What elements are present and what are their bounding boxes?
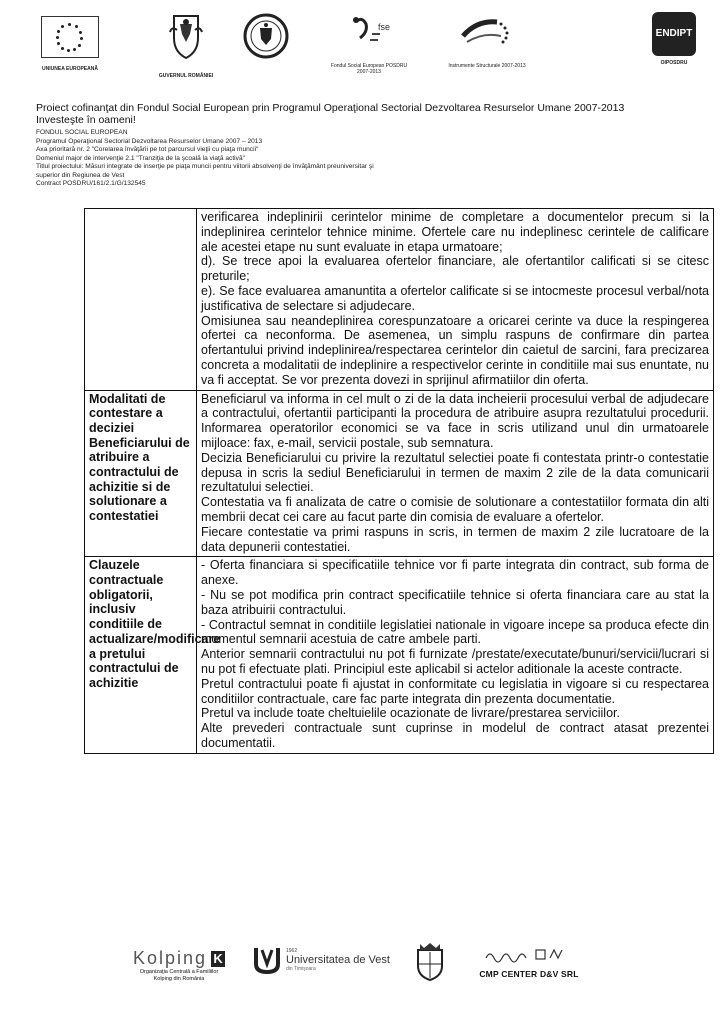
paragraph: Contestatia va fi analizata de catre o comisie de solutionare a contestatiilor formata din alti membrii decat cei care au facut parte din comisia de evaluare a ofertelor. [201, 495, 709, 524]
ministry-logo [236, 12, 296, 65]
paragraph: Omisiunea sau neandeplinirea corespunzatoare a oricarei cerinte va duce la respingerea ofertei ca neconforma. De asemenea, un simplu raspuns de confirmare din partea ofertantului privind indeplinirea/respectarea cerintelor din caietul de sarcini, fara precizarea concreta a modalitatii de indeplinire a respectivelor cerinte in conditiile mai sus enuntate, nu va fi acceptat. Se vor prezenta dovezi in sprijinul afirmatiilor din oferta. [201, 313, 709, 387]
row-label: Clauzele contractuale obligatorii, inclusiv conditiile de actualizare/modificare a pretului contractului de achizitie [85, 557, 197, 753]
fse-figure-icon [344, 12, 394, 52]
meta-line: Axa prioritară nr. 2 "Corelarea învăţării pe tot parcursul vieţii cu piaţa muncii" [36, 146, 259, 153]
romania-crest-icon [166, 12, 206, 60]
uvt-emblem-icon [252, 944, 282, 976]
fse-logo [324, 12, 414, 75]
paragraph: Beneficiarul va informa in cel mult o zi de la data incheierii procesului verbal de adjudecare a contractului, ofertantii participanti la procedura de atribuire asupra rezultatului procedurii. Informarea operatorilor economici se va face in scris utilizand unul din urmatoarele mijloace: fax, e-mail, servicii postale, sub semnatura. [201, 391, 709, 450]
cmp-center-logo [474, 946, 584, 979]
table-row [85, 557, 714, 753]
paragraph: Fiecare contestatie va primi raspuns in scris, in termen de maxim 2 zile lucratoare de la data depunerii contestatiei. [201, 524, 709, 554]
endipt-logo [644, 12, 704, 66]
kolping-sub-1: Organizaţia Centrală a Familiilor [139, 969, 219, 975]
paragraph: Pretul contractului poate fi ajustat in conformitate cu legislatia in vigoare si cu respectarea conditiilor contractuale, care fac parte integrata din prezenta documentatie. [201, 676, 709, 706]
kolping-name: Kolping [132, 948, 208, 968]
kolping-logo [124, 948, 234, 983]
table-row [85, 209, 714, 391]
uvt-logo [252, 944, 392, 976]
uvt-year: 1962 [286, 948, 298, 954]
paragraph: Anterior semnarii contractului nu pot fi furnizate /prestate/executate/bunuri/servicii/lucrari si nu pot fi efectuate plati. Principiul este aplicabil si actelor aditionale la aceste contracte. [201, 647, 709, 676]
project-meta [36, 129, 374, 189]
paragraph: Alte prevederi contractuale sunt cuprinse in modelul de contract atasat prezentei documentatii. [201, 721, 709, 750]
meta-line: Titlul proiectului: Măsuri integrate de inserţie pe piaţa muncii pentru viitorii absolvenţi de învăţământ preuniversitar şi [36, 163, 374, 170]
row-text [197, 557, 714, 753]
instrumente-structurale-icon [457, 12, 517, 52]
ministry-seal-icon [242, 12, 290, 60]
header-logo-row [28, 12, 704, 78]
eu-flag-icon [41, 16, 99, 58]
fse-caption: Fondul Social European POSDRU 2007-2013 [330, 63, 408, 75]
kolping-sub-2: Kolping din România [153, 976, 205, 982]
cmp-name: CMP CENTER D&V SRL [479, 969, 579, 979]
row-label [85, 209, 197, 391]
instrumente-caption: Instrumente Structurale 2007-2013 [448, 63, 526, 69]
row-label: Modalitati de contestare a deciziei Beneficiarului de atribuire a contractului de achizitie si de solutionare a contestatiei [85, 390, 197, 557]
eu-logo [30, 12, 110, 72]
project-line-2: Investeşte în oameni! [36, 114, 136, 126]
meta-line: superior din Regiunea de Vest [36, 171, 125, 179]
row-text [197, 390, 714, 557]
paragraph: - Contractul semnat in conditiile legislatiei nationale in vigoare incepe sa produca efecte din momentul semnarii acestuia de catre ambele parti. [201, 617, 709, 647]
paragraph: Pretul va include toate cheltuielile ocazionate de livrare/prestarea serviciilor. [201, 706, 620, 721]
project-title [36, 102, 624, 126]
eu-caption: UNIUNEA EUROPEANĂ [42, 66, 98, 72]
paragraph: d). Se trece apoi la evaluarea ofertelor financiare, ale ofertantilor calificati si se citesc preturile; [201, 254, 709, 284]
uvt-name: Universitatea de Vest [286, 954, 390, 966]
project-line-1: Proiect cofinanţat din Fondul Social European prin Programul Operaţional Sectorial Dezvoltarea Resurselor Umane 2007-2013 [36, 102, 625, 114]
paragraph: Decizia Beneficiarului cu privire la rezultatul selectiei poate fi contestata printr-o contestatie depusa in scris la sediul Beneficiarului in termen de maxim 2 zile de la data comunicarii rezultatului selectiei. [201, 450, 709, 495]
county-crest-logo [410, 942, 450, 987]
county-crest-icon [414, 942, 446, 982]
endipt-mark: ENDIPT [655, 28, 693, 39]
meta-line: Programul Operaţional Sectorial Dezvoltarea Resurselor Umane 2007 – 2013 [36, 137, 263, 145]
svg-text:fse: fse [378, 22, 391, 32]
paragraph: - Nu se pot modifica prin contract specificatiile tehnice si oferta financiara care au stat la baza atribuirii contractului. [201, 587, 709, 617]
paragraph: - Oferta financiara si specificatiile tehnice vor fi parte integrata din contract, sub forma de anexe. [201, 558, 709, 588]
paragraph: e). Se face evaluarea amanuntita a ofertelor calificate si se intocmeste procesul verbal/nota justificativa de selectare si adjudecare. [201, 283, 709, 313]
footer-logos [0, 940, 724, 1010]
endipt-badge [652, 12, 696, 56]
procedure-table [84, 208, 714, 754]
meta-line: Domeniul major de intervenţie 2.1 "Tranziţia de la şcoală la viaţă activă" [36, 154, 245, 162]
uvt-city: din Timişoara [286, 966, 316, 972]
government-caption: GUVERNUL ROMÂNIEI [158, 73, 214, 79]
table-row [85, 390, 714, 557]
paragraph: verificarea indeplinirii cerintelor minime de completare a documentelor precum si la indeplinirea cerintelor tehnice minime. Ofertele care nu indeplinesc cerintele de calificare ale acestei etape nu sunt evaluate in etapa urmatoare; [201, 210, 709, 254]
meta-line: FONDUL SOCIAL EUROPEAN [36, 129, 128, 136]
instrumente-structurale-logo [444, 12, 530, 69]
kolping-k-icon: K [211, 951, 225, 967]
row-text [197, 209, 714, 391]
cmp-signature-icon [484, 946, 574, 964]
government-logo [146, 12, 226, 79]
oiposdru-caption: OIPOSDRU [660, 60, 688, 66]
meta-line: Contract POSDRU/161/2.1/G/132545 [36, 180, 146, 187]
